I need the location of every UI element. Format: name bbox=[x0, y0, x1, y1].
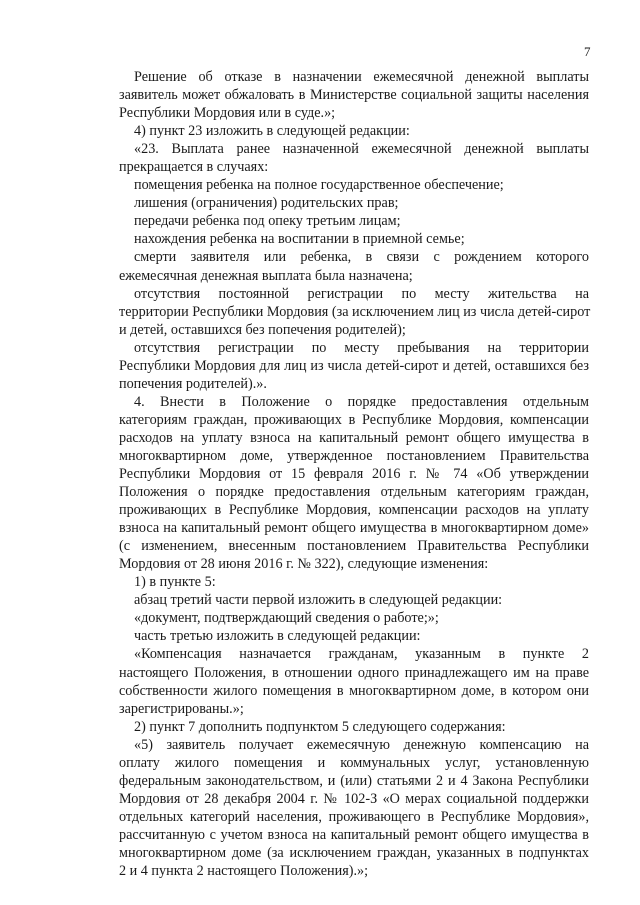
text-line: проживающих в Республике Мордовия, компенсации расходов на уплату bbox=[119, 502, 589, 518]
text-line: 1) в пункте 5: bbox=[134, 574, 216, 590]
text-line: абзац третий части первой изложить в следующей редакции: bbox=[134, 592, 503, 608]
text-line: Решение об отказе в назначении ежемесячной денежной выплаты bbox=[134, 69, 589, 85]
text-line: лишения (ограничения) родительских прав; bbox=[134, 195, 399, 211]
text-line: «документ, подтверждающий сведения о работе;»; bbox=[134, 610, 439, 626]
text-line: попечения родителей).». bbox=[119, 376, 267, 392]
text-line: Республики Мордовия для лиц из числа детей-сирот и детей, оставшихся без bbox=[119, 358, 589, 374]
text-line: территории Республики Мордовия (за исключением лиц из числа детей-сирот bbox=[119, 304, 591, 320]
text-line: передачи ребенка под опеку третьим лицам; bbox=[134, 213, 401, 229]
text-line: рассчитанную с учетом взноса на капитальный ремонт общего имущества в bbox=[119, 827, 589, 843]
text-line: отсутствия постоянной регистрации по месту жительства на bbox=[134, 286, 589, 302]
text-line: и детей, оставшихся без попечения родителей); bbox=[119, 322, 406, 338]
text-line: категориям граждан, проживающих в Республике Мордовия, компенсации bbox=[119, 412, 589, 428]
text-line: ежемесячная денежная выплата была назначена; bbox=[119, 268, 413, 284]
text-line: 4. Внести в Положение о порядке предоставления отдельным bbox=[134, 394, 589, 410]
text-line: собственности жилого помещения в многоквартирном доме, в котором они bbox=[119, 683, 589, 699]
text-line: федеральным законодательством, и (или) статьями 2 и 4 Закона Республики bbox=[119, 773, 589, 789]
text-line: многоквартирном доме (за исключением граждан, указанных в подпунктах bbox=[119, 845, 589, 861]
text-line: прекращается в случаях: bbox=[119, 159, 269, 175]
text-line: смерти заявителя или ребенка, в связи с рождением которого bbox=[134, 249, 589, 265]
text-line: Положения о порядке предоставления отдельным категориям граждан, bbox=[119, 484, 589, 500]
text-line: помещения ребенка на полное государственное обеспечение; bbox=[134, 177, 504, 193]
text-line: взноса на капитальный ремонт общего имущества в многоквартирном доме» bbox=[119, 520, 589, 536]
page-number: 7 bbox=[584, 44, 591, 59]
text-line: отдельных категорий населения, проживающего в Республике Мордовия», bbox=[119, 809, 589, 825]
text-line: 2 и 4 пункта 2 настоящего Положения).»; bbox=[119, 863, 369, 879]
text-line: 4) пункт 23 изложить в следующей редакции: bbox=[134, 123, 410, 139]
text-line: настоящего Положения, в отношении одного принадлежащего им на праве bbox=[119, 665, 589, 681]
text-line: Республики Мордовия от 15 февраля 2016 г. № 74 «Об утверждении bbox=[119, 466, 589, 482]
text-line: нахождения ребенка на воспитании в приемной семье; bbox=[134, 231, 465, 247]
text-line: «Компенсация назначается гражданам, указанным в пункте 2 bbox=[134, 646, 589, 662]
text-line: «23. Выплата ранее назначенной ежемесячной денежной выплаты bbox=[134, 141, 589, 157]
text-line: «5) заявитель получает ежемесячную денежную компенсацию на bbox=[134, 737, 589, 753]
text-line: Мордовия от 28 декабря 2004 г. № 102-З «О мерах социальной поддержки bbox=[119, 791, 589, 807]
text-line: часть третью изложить в следующей редакции: bbox=[134, 628, 421, 644]
text-line: многоквартирном доме, утвержденное постановлением Правительства bbox=[119, 448, 589, 464]
text-line: расходов на уплату взноса на капитальный ремонт общего имущества в bbox=[119, 430, 589, 446]
text-line: (с изменением, внесенным постановлением Правительства Республики bbox=[119, 538, 589, 554]
text-line: Мордовия от 28 июня 2016 г. № 322), следующие изменения: bbox=[119, 556, 489, 572]
text-line: Республики Мордовия или в суде.»; bbox=[119, 105, 336, 121]
text-line: отсутствия регистрации по месту пребывания на территории bbox=[134, 340, 589, 356]
text-line: зарегистрированы.»; bbox=[119, 701, 244, 717]
text-line: оплату жилого помещения и коммунальных услуг, установленную bbox=[119, 755, 589, 771]
text-line: 2) пункт 7 дополнить подпунктом 5 следующего содержания: bbox=[134, 719, 506, 735]
text-line: заявитель может обжаловать в Министерстве социальной защиты населения bbox=[119, 87, 589, 103]
